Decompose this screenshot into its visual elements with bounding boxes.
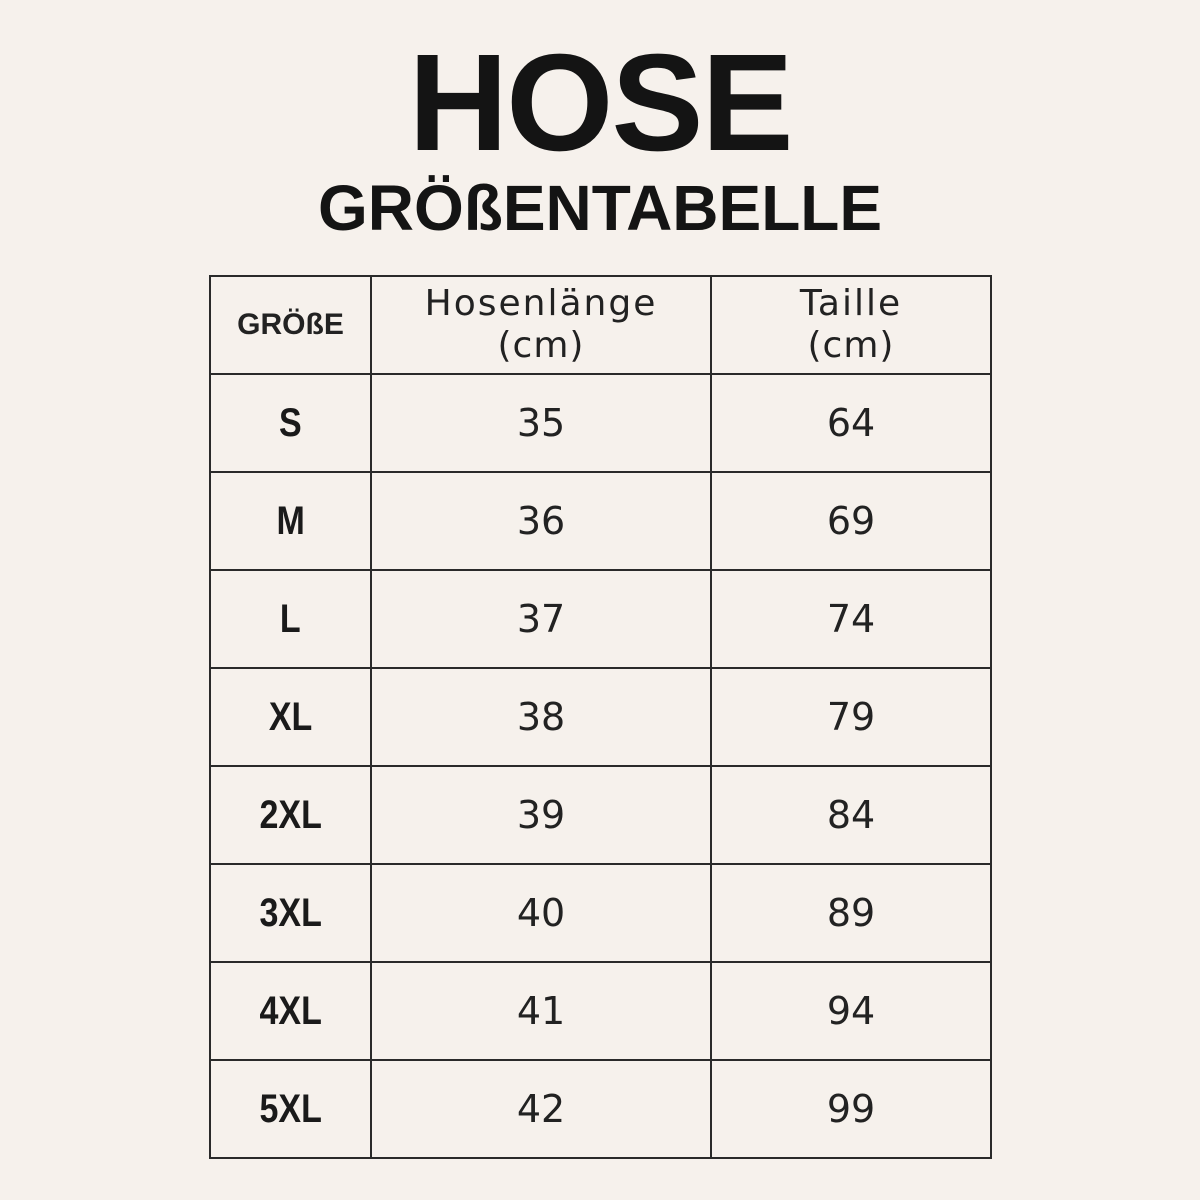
row-length: 38 <box>516 695 566 739</box>
header-length-unit: (cm) <box>497 325 585 366</box>
header-length <box>371 276 711 374</box>
row-size: 4XL <box>259 988 322 1033</box>
row-length: 40 <box>516 891 566 935</box>
row-size: XL <box>268 694 313 739</box>
row-waist: 99 <box>826 1087 876 1131</box>
table-row <box>210 668 991 766</box>
table-row <box>210 1060 991 1158</box>
table-row <box>210 472 991 570</box>
row-length: 37 <box>516 597 566 641</box>
header-waist <box>711 276 991 374</box>
page-title: HOSE <box>408 26 792 180</box>
row-size: S <box>279 400 302 445</box>
header-waist-unit: (cm) <box>807 325 895 366</box>
row-size: 2XL <box>259 792 322 837</box>
row-size: 5XL <box>259 1086 322 1131</box>
row-length: 42 <box>516 1087 566 1131</box>
table-row <box>210 962 991 1060</box>
table-row <box>210 864 991 962</box>
row-size: L <box>280 596 301 641</box>
row-waist: 69 <box>826 499 876 543</box>
table-row <box>210 374 991 472</box>
page-subtitle: GRÖßENTABELLE <box>317 172 883 244</box>
header-waist-label: Taille <box>799 283 903 324</box>
table-row <box>210 766 991 864</box>
row-size: 3XL <box>259 890 322 935</box>
size-chart-table <box>209 275 992 1159</box>
row-length: 41 <box>516 989 566 1033</box>
row-waist: 94 <box>826 989 876 1033</box>
table-header-row <box>210 276 991 374</box>
row-waist: 89 <box>826 891 876 935</box>
row-waist: 74 <box>826 597 876 641</box>
header-size <box>210 276 371 374</box>
row-waist: 64 <box>826 401 876 445</box>
header-size-label: GRÖßE <box>237 308 344 341</box>
row-waist: 79 <box>826 695 876 739</box>
row-length: 36 <box>516 499 566 543</box>
row-length: 35 <box>516 401 566 445</box>
table-row <box>210 570 991 668</box>
row-waist: 84 <box>826 793 876 837</box>
header-length-label: Hosenlänge <box>424 283 658 324</box>
row-size: M <box>276 498 305 543</box>
row-length: 39 <box>516 793 566 837</box>
